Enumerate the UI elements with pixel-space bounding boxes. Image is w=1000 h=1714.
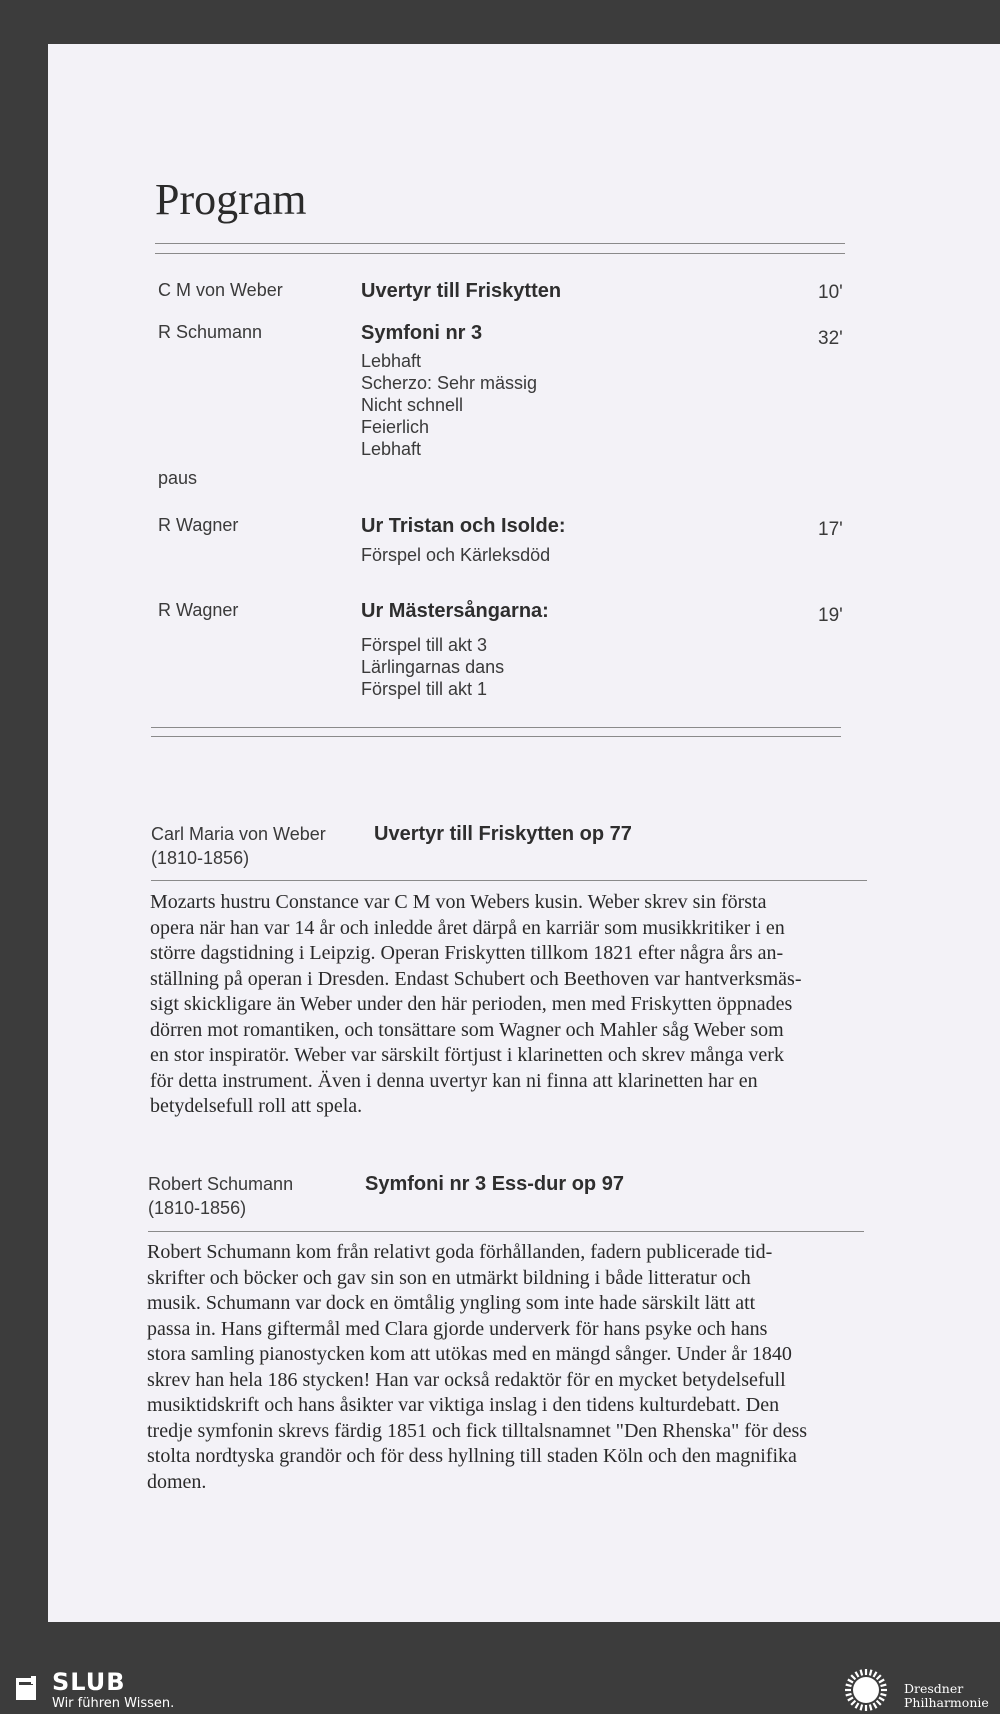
movement: Lärlingarnas dans	[361, 657, 505, 677]
logo-ray	[848, 1680, 853, 1683]
movement: Förspel och Kärleksdöd	[361, 545, 551, 565]
note-line: dörren mot romantiken, och tonsättare som Wagner och Mahler såg Weber som	[150, 1018, 784, 1041]
note-line: musiktidskrift och hans åsikter var viktiga inslag i den tidens kulturdebatt. Den	[147, 1394, 780, 1416]
logo-ray	[874, 1672, 877, 1677]
program-composer: C M von Weber	[158, 280, 283, 300]
note-line: tredje symfonin skrevs färdig 1851 och fick tilltalsnamnet "Den Rhenska" för dess	[147, 1419, 808, 1442]
program-composer: R Wagner	[158, 600, 239, 620]
movement: Scherzo: Sehr mässig	[361, 373, 538, 393]
program-composer: R Wagner	[158, 515, 239, 535]
note-line: sigt skickligare än Weber under den här perioden, men med Friskytten öppnades	[150, 993, 793, 1015]
title-rule-top	[155, 243, 845, 244]
orchestra-name-line1: Dresdner	[904, 1681, 964, 1696]
note-body	[150, 890, 850, 1120]
note-composer-block	[148, 1172, 293, 1220]
program-composer: R Schumann	[158, 322, 263, 342]
note-line: en stor inspiratör. Weber var särskilt förtjust i klarinetten och skrev många verk	[150, 1044, 784, 1066]
logo-ray	[880, 1694, 886, 1696]
logo-ray	[874, 1703, 877, 1708]
logo-ray	[877, 1701, 881, 1705]
note-line: passa in. Hans giftermål med Clara gjorde underverk för hans psyke och hans	[147, 1317, 768, 1340]
program-page	[48, 44, 1000, 1622]
note-line: musik. Schumann var dock en ömtålig yngling som inte hade särskilt lätt att	[147, 1292, 756, 1314]
title-rule-bottom	[155, 253, 845, 254]
note-line: skrifter och böcker och gav sin son en utmärkt bildning i både litteratur och	[147, 1266, 751, 1289]
orchestra-name	[904, 1682, 989, 1710]
logo-ray	[846, 1685, 852, 1687]
note-body	[147, 1240, 847, 1495]
program-duration: 17'	[818, 519, 843, 540]
logo-ray	[856, 1672, 859, 1677]
page-title: Program	[155, 175, 307, 224]
note-line: opera när han var 14 år och inledde året därpå en karriär som musikkritiker i en	[150, 916, 785, 939]
movement: Lebhaft	[361, 351, 422, 371]
movement: Lebhaft	[361, 439, 422, 459]
note-line: skrev han hela 186 stycken! Han var också redaktör för en mycket betydelsefull	[147, 1368, 786, 1391]
pause-label: paus	[158, 468, 198, 488]
movement-list	[361, 350, 537, 460]
program-work: Symfoni nr 3	[361, 322, 483, 344]
logo-ray	[877, 1675, 881, 1679]
note-years: (1810-1856)	[148, 1198, 247, 1218]
logo-ray	[870, 1704, 872, 1710]
logo-ray	[846, 1694, 852, 1696]
note-work-title: Uvertyr till Friskytten op 77	[374, 823, 632, 845]
program-duration: 19'	[818, 605, 843, 626]
movement: Förspel till akt 3	[361, 635, 488, 655]
note-years: (1810-1856)	[151, 848, 250, 868]
logo-ray	[848, 1698, 853, 1701]
program-rule-bottom	[151, 736, 841, 737]
logo-ray	[851, 1701, 855, 1705]
note-rule	[148, 1231, 864, 1232]
note-line: betydelsefull roll att spela.	[150, 1095, 363, 1117]
logo-ray	[880, 1685, 886, 1687]
logo-ray	[861, 1704, 863, 1710]
philharmonie-logo-icon	[840, 1666, 892, 1712]
logo-ray	[851, 1675, 855, 1679]
logo-ray	[879, 1698, 884, 1701]
movement-list	[361, 634, 504, 700]
note-composer: Carl Maria von Weber	[151, 824, 326, 844]
logo-ray	[856, 1703, 859, 1708]
movement: Feierlich	[361, 417, 430, 437]
note-line: större dagstidning i Leipzig. Operan Friskytten tillkom 1821 efter några års an-	[150, 942, 784, 964]
note-line: domen.	[147, 1470, 207, 1493]
movement: Nicht schnell	[361, 395, 464, 415]
program-duration: 32'	[818, 328, 843, 349]
program-work: Ur Mästersångarna:	[361, 600, 549, 622]
orchestra-name-line2: Philharmonie	[904, 1695, 989, 1710]
movement-list	[361, 544, 550, 566]
logo-ray	[879, 1680, 884, 1683]
program-work: Uvertyr till Friskytten	[361, 280, 562, 302]
logo-ray	[861, 1670, 863, 1676]
note-rule	[151, 880, 867, 881]
movement: Förspel till akt 1	[361, 679, 488, 699]
note-work-title: Symfoni nr 3 Ess-dur op 97	[365, 1173, 624, 1195]
note-composer: Robert Schumann	[148, 1174, 294, 1194]
note-line: stolta nordtyska grandör och för dess hyllning till staden Köln och den magnifika	[147, 1445, 797, 1467]
slub-logo-icon	[14, 1674, 38, 1702]
note-composer-block	[151, 822, 326, 870]
library-name: SLUB	[52, 1668, 126, 1696]
program-work: Ur Tristan och Isolde:	[361, 515, 566, 537]
note-line: ställning på operan i Dresden. Endast Schubert och Beethoven var hantverksmäs-	[150, 967, 802, 990]
note-line: Robert Schumann kom från relativt goda förhållanden, fadern publicerade tid-	[147, 1241, 773, 1263]
note-line: för detta instrument. Även i denna uvertyr kan ni finna att klarinetten har en	[150, 1069, 758, 1092]
note-line: stora samling pianostycken kom att utökas med en mängd sånger. Under år 1840	[147, 1343, 792, 1365]
program-duration: 10'	[818, 282, 843, 303]
logo-ray	[870, 1670, 872, 1676]
program-rule-top	[151, 727, 841, 728]
note-line: Mozarts hustru Constance var C M von Webers kusin. Weber skrev sin första	[150, 891, 767, 913]
library-tagline: Wir führen Wissen.	[52, 1696, 175, 1711]
